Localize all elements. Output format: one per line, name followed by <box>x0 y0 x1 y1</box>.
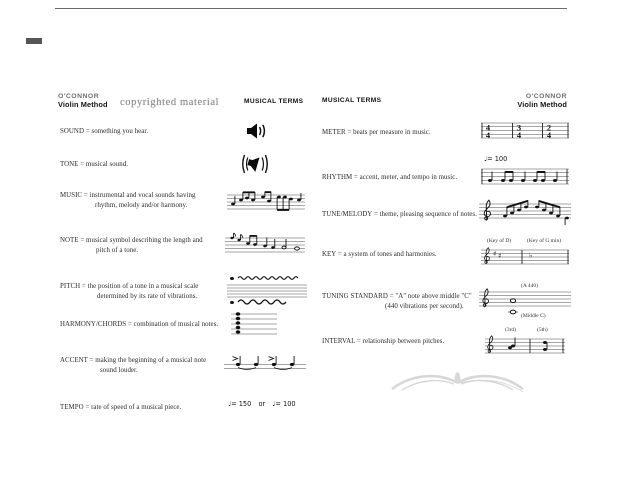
page-title-right: MUSICAL TERMS <box>322 97 382 104</box>
entry-sound <box>60 127 148 137</box>
entry-rhythm <box>322 173 457 183</box>
pitch-notation <box>227 272 307 306</box>
a440-label: (A 440) <box>521 283 538 289</box>
fifth-interval-label: (5th) <box>537 327 548 333</box>
definition-note-line1: NOTE = musical symbol describing the length and <box>60 237 203 244</box>
definition-music-line1: MUSIC = instrumental and vocal sounds having <box>60 192 196 199</box>
entry-harmony <box>60 320 218 330</box>
treble-clef-icon <box>488 336 493 353</box>
definition-tempo: TEMPO = rate of speed of a musical piece. <box>60 404 182 411</box>
definition-tone: TONE = musical sound. <box>60 161 128 168</box>
sharp-sign: ♯ <box>498 252 502 260</box>
rhythm-tempo-marking: ♩= 100 <box>484 155 508 163</box>
entry-tempo <box>60 403 181 413</box>
entry-music <box>60 191 195 211</box>
definition-meter: METER = beats per measure in music. <box>322 129 431 136</box>
eagle-watermark-icon <box>390 368 525 405</box>
middle-c-label: (Middle C) <box>521 313 546 319</box>
definition-tune-melody: TUNE/MELODY = theme, pleasing sequence of notes. <box>322 211 477 218</box>
treble-clef-icon <box>484 200 490 220</box>
definition-rhythm: RHYTHM = accent, meter, and tempo in music. <box>322 174 458 181</box>
meter-notation <box>481 119 569 141</box>
entry-accent <box>60 356 206 376</box>
page-title-left: MUSICAL TERMS <box>244 98 304 105</box>
definition-accent-line1: ACCENT = making the beginning of a musical note <box>60 357 207 364</box>
rhythm-notation <box>481 164 569 186</box>
tone-speaker-icon <box>239 151 271 177</box>
entry-pitch <box>60 282 198 302</box>
key-of-g-min-label: (Key of G min) <box>527 238 562 244</box>
definition-accent-line2: sound louder. <box>100 367 138 374</box>
tune-melody-notation <box>479 194 571 226</box>
time-sig-4-bottom: 4 <box>485 130 491 141</box>
scan-binding-mark <box>26 38 42 44</box>
time-sig-3-bottom: 4 <box>516 130 522 141</box>
entry-note <box>60 236 203 256</box>
definition-note-line2: pitch of a tone. <box>96 247 139 254</box>
entry-key <box>322 250 437 260</box>
entry-meter <box>322 128 431 138</box>
tempo-example <box>228 400 296 408</box>
time-sig-4-top: 4 <box>485 122 491 133</box>
entry-interval <box>322 337 444 347</box>
definition-music-line2: rhythm, melody and/or harmony. <box>95 202 188 209</box>
key-notation <box>481 238 569 266</box>
definition-pitch-line1: PITCH = the position of a tone in a musical scale <box>60 283 199 290</box>
publisher-logo-right <box>505 93 567 109</box>
definition-tuning-line2: (440 vibrations per second). <box>385 303 464 310</box>
definition-key: KEY = a system of tones and harmonies. <box>322 251 437 258</box>
sharp-sign: ♯ <box>493 250 497 258</box>
treble-clef-icon <box>483 289 489 307</box>
interval-notation <box>485 327 567 361</box>
definition-interval: INTERVAL = relationship between pitches. <box>322 338 445 345</box>
time-sig-2-top: 2 <box>546 122 552 133</box>
scan-edge-line <box>55 8 567 9</box>
tuning-standard-notation <box>479 283 574 323</box>
key-of-d-label: (Key of D) <box>487 238 512 244</box>
tempo-conjunction: or <box>258 400 266 408</box>
music-notation <box>227 188 305 212</box>
flat-sign: ♭ <box>529 251 533 260</box>
entry-tuning-standard <box>322 292 472 312</box>
definition-harmony: HARMONY/CHORDS = combination of musical notes. <box>60 321 219 328</box>
logo-brand-text: O'CONNOR <box>58 93 100 100</box>
tempo-second: ♩= 100 <box>272 400 296 408</box>
tempo-first: ♩= 150 <box>228 400 252 408</box>
harmony-notation <box>231 311 277 337</box>
note-notation <box>225 232 305 254</box>
entry-tone <box>60 160 128 170</box>
sound-speaker-icon <box>246 121 270 141</box>
copyright-watermark: copyrighted material <box>120 97 220 108</box>
definition-tuning-line1: TUNING STANDARD = "A" note above middle "C" <box>322 293 472 300</box>
time-sig-3-top: 3 <box>516 122 522 133</box>
logo-method-text: Violin Method <box>58 100 108 109</box>
accent-notation <box>224 352 306 372</box>
definition-sound: SOUND = something you hear. <box>60 128 149 135</box>
time-sig-2-bottom: 4 <box>546 130 552 141</box>
third-interval-label: (3rd) <box>505 327 516 333</box>
publisher-logo-left <box>58 93 108 109</box>
entry-tune-melody <box>322 210 477 220</box>
logo-brand-text: O'CONNOR <box>525 93 567 100</box>
logo-method-text: Violin Method <box>517 100 567 109</box>
definition-pitch-line2: determined by its rate of vibrations. <box>97 293 198 300</box>
